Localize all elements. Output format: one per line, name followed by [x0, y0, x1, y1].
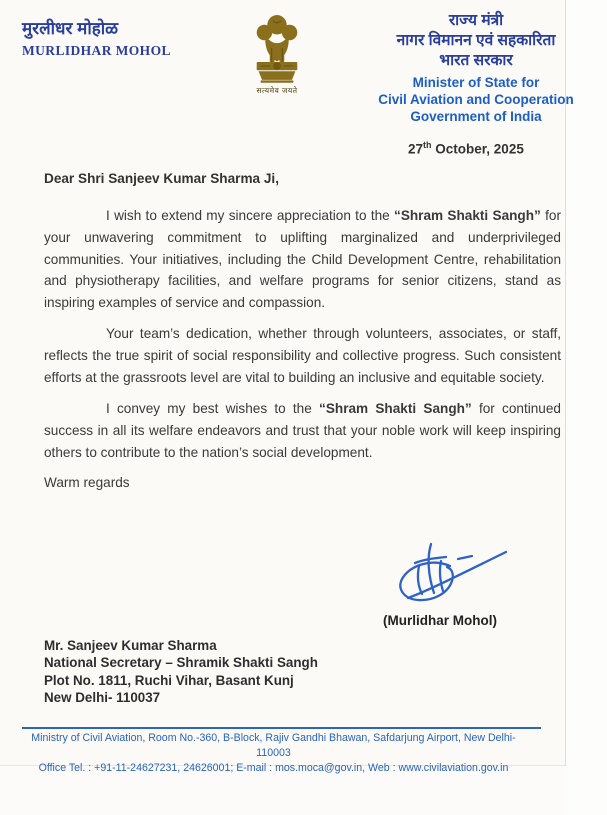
signature-ink-icon	[392, 541, 532, 619]
sender-name-hindi: मुरलीधर मोहोळ	[22, 19, 119, 38]
office-english-line1: Minister of State for	[412, 75, 540, 90]
ashoka-emblem-icon	[248, 11, 306, 85]
body-paragraph-1: I wish to extend my sincere appreciation to the “Shram Shakti Sangh” for your unwavering commitment to uplifting marginalized and underprivileged communities. Your initiatives, including the Child Development Centre, rehabilitation and physiotherapy facilities, and welfare programs for senior citizens, stand as inspiring examples of service and compassion.	[44, 208, 562, 311]
recipient-address-block	[44, 637, 318, 707]
footer-divider	[22, 727, 541, 729]
sender-name-english: MURLIDHAR MOHOL	[22, 43, 171, 58]
body-paragraph-2: Your team’s dedication, whether through volunteers, associates, or staff, reflects the true spirit of social responsibility and collective progress. Such consistent efforts at the grassroots level are vital to building an inclusive and equitable society.	[44, 326, 561, 385]
office-hindi-line3: भारत सरकार	[439, 52, 513, 69]
recipient-line: Plot No. 1811, Ruchi Vihar, Basant Kunj	[44, 672, 294, 688]
national-emblem-block	[244, 11, 310, 96]
recipient-line: Mr. Sanjeev Kumar Sharma	[44, 638, 217, 653]
office-hindi-line2: नागर विमानन एवं सहकारिता	[396, 32, 556, 49]
office-english-line3: Government of India	[410, 109, 542, 124]
signature-block	[392, 541, 532, 624]
sender-name-block	[22, 20, 171, 58]
footer-contact-line: Office Tel. : +91-11-24627231, 24626001; E-mail : mos.moca@gov.in, Web : www.civilaviation.gov.in	[38, 762, 509, 775]
office-english-line2: Civil Aviation and Cooperation	[378, 92, 574, 107]
office-hindi-line1: राज्य मंत्री	[448, 12, 504, 29]
emblem-motto: सत्यमेव जयते	[256, 86, 298, 95]
recipient-line: New Delhi- 110037	[44, 690, 161, 706]
office-designation-block	[356, 11, 596, 125]
recipient-line: National Secretary – Shramik Shakti Sangh	[44, 655, 318, 671]
closing-line: Warm regards	[44, 475, 130, 490]
salutation: Dear Shri Sanjeev Kumar Sharma Ji,	[44, 171, 279, 186]
footer-contact-block	[22, 731, 525, 777]
signer-name: (Murlidhar Mohol)	[383, 613, 497, 628]
body-paragraph-3: I convey my best wishes to the “Shram Shakti Sangh” for continued success in all its welfare endeavors and trust that your noble work will keep inspiring others to contribute to the nation’s social development.	[44, 401, 561, 460]
letter-date: 27th October, 2025	[408, 140, 524, 157]
footer-address-line: Ministry of Civil Aviation, Room No.-360, B-Block, Rajiv Gandhi Bhawan, Safdarjung Airport, New Delhi-110003	[31, 732, 516, 760]
